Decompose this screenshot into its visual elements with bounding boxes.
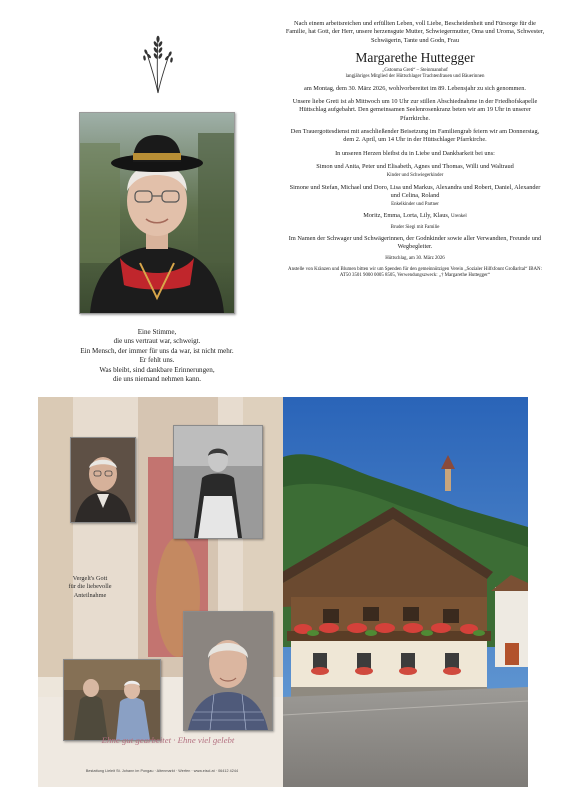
poem-line: die uns niemand nehmen kann. xyxy=(112,375,202,384)
thanks-line: Anteilnahme xyxy=(73,591,107,599)
farmhouse-photo xyxy=(283,397,528,787)
poem-line: Ein Mensch, der immer für uns da war, ist nicht mehr. xyxy=(80,346,234,355)
place-date: Hüttschlag, am 30. März 2026 xyxy=(385,256,445,262)
family-grandchildren xyxy=(285,184,545,209)
poem-line: Eine Stimme, xyxy=(137,328,177,336)
family-brother xyxy=(285,225,545,231)
photo-couple xyxy=(63,659,161,741)
grandchildren-label: Enkelkinder und Partner xyxy=(391,202,439,208)
intro-text: Nach einem arbeitsreichen und erfüllten Leben, voll Liebe, Bescheidenheit und Fürsorge für die Familie, hat Gott, der Herr, unsere herzensgute Mutter, Schwiegermutter, Oma und Uroma, Schwester, Schwägerin, Tante und Godn, Frau xyxy=(285,20,545,44)
poem-line: die uns vertraut war, schweigt. xyxy=(113,337,201,346)
relatives-line: Im Namen der Schwager und Schwägerinnen, der Godnkinder sowie aller Verwandten, Freunde und Wegbegleiter. xyxy=(288,234,542,251)
undertaker-credit: Bestattung Lieleit St. Johann im Pongau · Altenmarkt · Werfen · www.eiscl.at · 06412 4244 xyxy=(85,769,239,773)
membership: langjähriges Mitglied der Hüttschlager Trachtenfrauen und Bäuerinnen xyxy=(345,73,485,79)
wheat-sprig-icon xyxy=(138,30,178,95)
family-great-grandchildren xyxy=(285,212,545,220)
death-notice: am Montag, dem 30. März 2026, wohlvorbereitet im 89. Lebensjahr zu sich genommen. xyxy=(304,84,526,92)
obituary-text xyxy=(285,20,545,284)
great-grandchildren-names: Moritz, Emma, Lorta, Lily, Klaus, xyxy=(363,212,450,220)
portrait-photo xyxy=(79,112,235,314)
slogan-text: Ehne gut gearbeitet · Ehne viel gelebt xyxy=(101,735,235,745)
funeral-info: Den Trauergottesdienst mit anschließender Beisetzung im Familiengrab feiern wir am Donnerstag, dem 2. April, um 14 Uhr in der Hüttschlager Pfarrkirche. xyxy=(290,128,540,144)
poem-line: Was bleibt, sind dankbare Erinnerungen, xyxy=(99,365,215,374)
donation-notice: Anstelle von Kränzen und Blumen bitten wir um Spenden für den gemeinnützigen Verein „Sozialer Hilfsfonnt Großarltal“ IBAN: AT50 3501 9000 0005 8505, Verwendungszweck: „† Margarethe Huttegger“ xyxy=(288,267,542,279)
photo-collage xyxy=(38,397,283,787)
children-names: Simon und Anita, Peter und Elisabeth, Agnes und Thomas, Willi und Waltraud xyxy=(316,162,514,170)
deceased-name: Margarethe Huttegger xyxy=(355,49,475,65)
poem-line: Er fehlt uns. xyxy=(139,356,175,365)
brother-name: Bruder Siegi xyxy=(390,224,416,230)
nickname: „Gstonma Greti“ – Steinmannhof xyxy=(382,67,448,73)
remembrance-line: In unseren Herzen bleibst du in Liebe und Dankbarkeit bei uns: xyxy=(335,149,495,157)
thanks-line: Vergelt's Gott xyxy=(72,575,108,582)
thanks-text xyxy=(50,575,130,600)
great-grandchildren-label: Urenkel xyxy=(450,214,467,220)
photo-young-woman-bw xyxy=(173,425,263,539)
photo-elderly-woman xyxy=(183,611,273,731)
children-label: Kinder und Schwiegerkinder xyxy=(386,173,444,179)
brother-label: mit Familie xyxy=(416,224,440,230)
photo-man-portrait xyxy=(70,437,136,523)
family-children xyxy=(285,163,545,180)
poem xyxy=(38,328,276,384)
grandchildren-names: Simone und Stefan, Michael und Doro, Lisa und Markus, Alexandra und Robert, Daniel, Alexander und Celina, Roland xyxy=(289,183,541,199)
thanks-line: für die liebevolle xyxy=(68,583,112,591)
farewell-info: Unsere liebe Greti ist ab Mittwoch um 10 Uhr zur stillen Abschiednahme in der Friedhofskapelle Hüttschlag aufgebahrt. Den gemeinsamen Seelenrosenkranz beten wir am 19 Uhr in unserer Pfarrkirche. xyxy=(292,98,538,122)
